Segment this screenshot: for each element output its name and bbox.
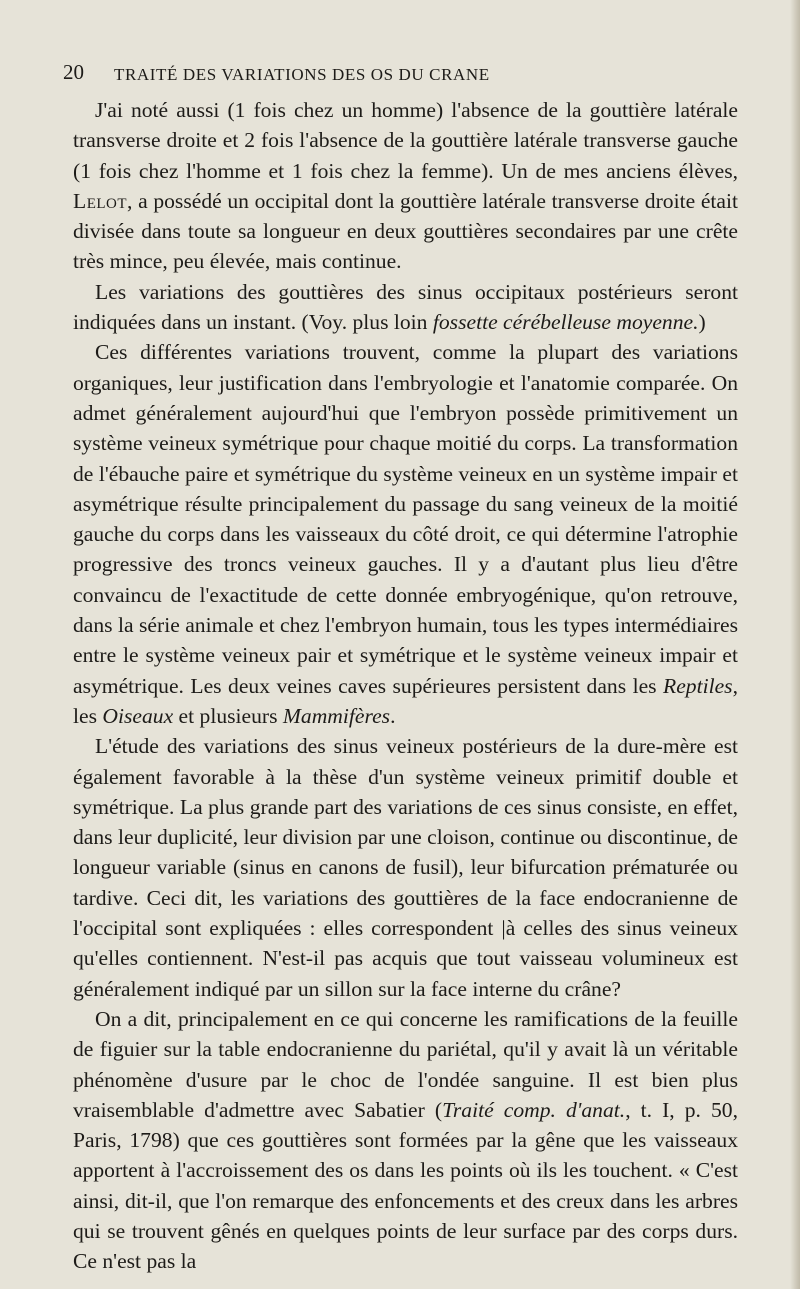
paragraph-5: On a dit, principalement en ce qui concerne les ramifications de la feuille de figuier sur la table endocranienne du pariétal, qu'il y avait là un véritable phénomène d'usure par le choc de l'ondée sanguine. Il est bien plus vraisemblable d'admettre avec Sabatier (Traité comp. d'anat., t. I, p. 50, Paris, 1798) que ces gouttières sont formées par la gêne que les vaisseaux apportent à l'accroissement des os dans les points où ils les touchent. « C'est ainsi, dit-il, que l'on remarque des enfoncements et des creux dans les arbres qui se trouvent gênés en quelques points de leur surface par des corps durs. Ce n'est pas la	[73, 1006, 738, 1274]
paragraph-4: L'étude des variations des sinus veineux postérieurs de la dure-mère est également favorable à la thèse d'un système veineux primitif double et symétrique. La plus grande part des variations de ces sinus consiste, en effet, dans leur duplicité, leur division par une cloison, continue ou discontinue, de longueur variable (sinus en canons de fusil), leur bifurcation prématurée ou tardive. Ceci dit, les variations des gouttières de la face endocranienne de l'occipital sont expliquées : elles correspondent |à celles des sinus veineux qu'elles contiennent. N'est-il pas acquis que tout vaisseau volumineux est généralement indiqué par un sillon sur la face interne du crâne?	[73, 734, 738, 1001]
page-edge-shadow	[790, 0, 800, 1289]
text-body	[73, 95, 738, 1277]
page-number: 20	[63, 60, 84, 84]
paragraph-1: J'ai noté aussi (1 fois chez un homme) l'absence de la gouttière latérale transverse droite et 2 fois l'absence de la gouttière latérale transverse gauche (1 fois chez l'homme et 1 fois chez la femme). Un de mes anciens élèves, Lelot, a possédé un occipital dont la gouttière latérale transverse droite était divisée dans toute sa longueur en deux gouttières secondaires par une crête très mince, peu élevée, mais continue.	[73, 98, 738, 274]
italic-reference: fossette cérébelleuse moyenne.	[432, 310, 699, 335]
italic-oiseaux: Oiseaux	[102, 703, 174, 728]
running-head: TRAITÉ DES VARIATIONS DES OS DU CRANE	[114, 65, 490, 84]
italic-mammiferes: Mammifères	[282, 703, 391, 728]
paragraph-2: Les variations des gouttières des sinus occipitaux postérieurs seront indiquées dans un instant. (Voy. plus loin fossette cérébelleuse moyenne.)	[73, 279, 738, 335]
author-name-lelot: Lelot	[73, 188, 128, 213]
italic-citation: Traité comp. d'anat.	[442, 1097, 626, 1122]
paragraph-3: Ces différentes variations trouvent, comme la plupart des variations organiques, leur justification dans l'embryologie et l'anatomie comparée. On admet généralement aujourd'hui que l'embryon possède primitivement un système veineux symétrique pour chaque moitié du corps. La transformation de l'ébauche paire et symétrique du système veineux en un système impair et asymétrique résulte principalement du passage du sang veineux de la moitié gauche du corps dans les vaisseaux du côté droit, ce qui détermine l'atrophie progressive des troncs veineux gauches. Il y a d'autant plus lieu d'être convaincu de l'exactitude de cette donnée embryogénique, qu'on retrouve, dans la série animale et chez l'embryon humain, tous les types intermédiaires entre le système veineux pair et symétrique et le système veineux impair et asymétrique. Les deux veines caves supérieures persistent dans les Reptiles, les Oiseaux et plusieurs Mammifères.	[73, 340, 738, 728]
italic-reptiles: Reptiles	[663, 673, 733, 698]
